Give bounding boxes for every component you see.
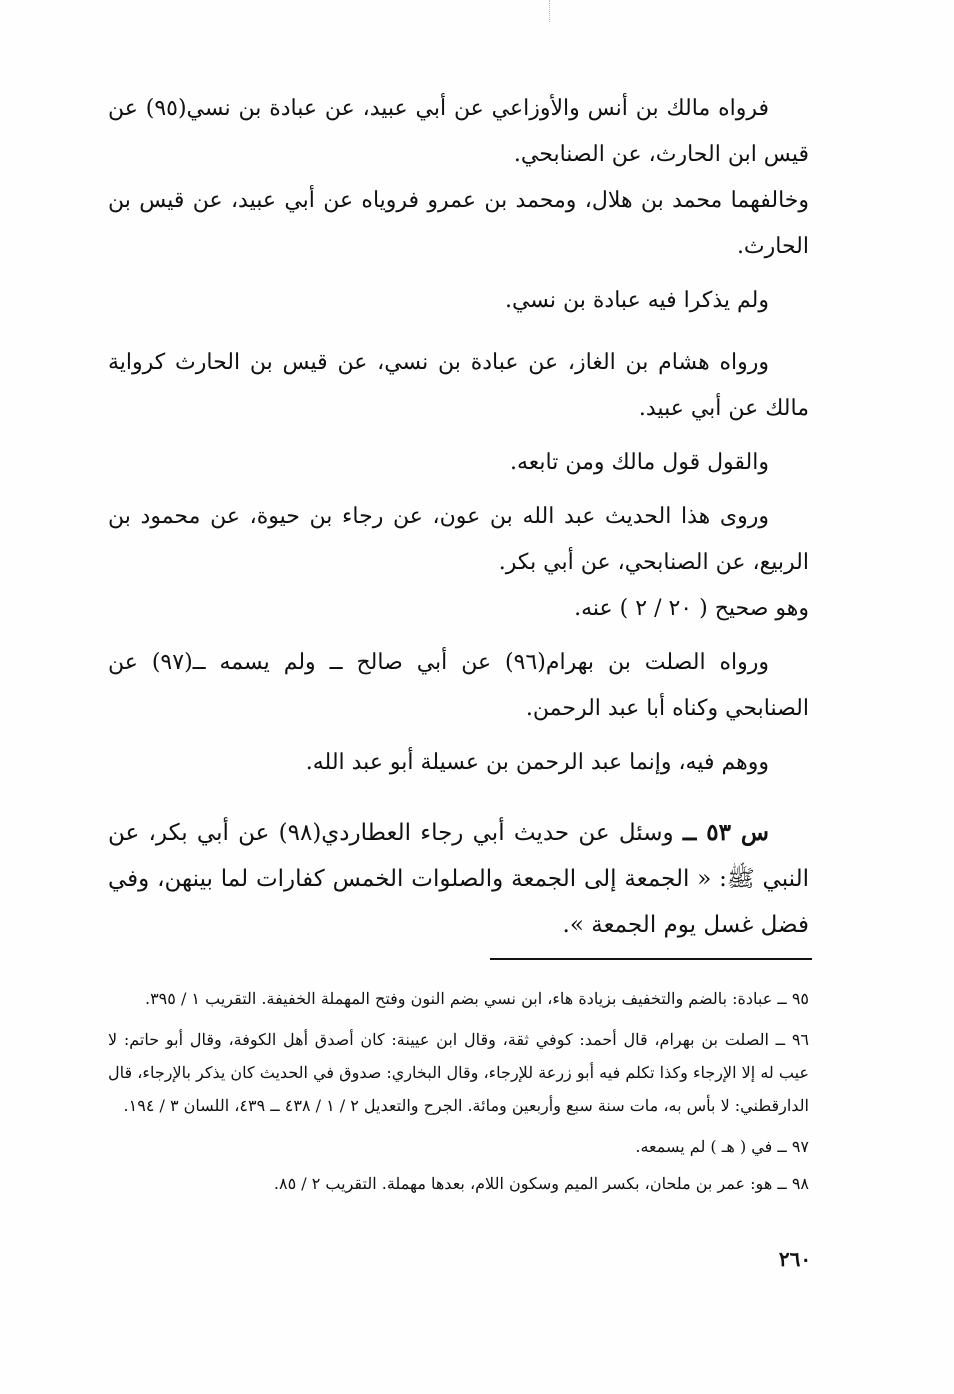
main-text — [108, 86, 809, 948]
paragraph: ووهم فيه، وإنما عبد الرحمن بن عسيلة أبو عبد الله. — [305, 750, 769, 775]
paragraph: وخالفهما محمد بن هلال، ومحمد بن عمرو فروياه عن أبي عبيد، عن قيس بن الحارث. — [108, 188, 809, 259]
paragraph: ولم يذكرا فيه عبادة بن نسي. — [504, 288, 769, 313]
footnote: ٩٥ ــ عبادة: بالضم والتخفيف بزيادة هاء، ابن نسي بضم النون وفتح المهملة الخفيفة. التقريب ١ / ٣٩٥. — [144, 989, 809, 1008]
paragraph: ورواه هشام بن الغاز، عن عبادة بن نسي، عن قيس بن الحارث كرواية مالك عن أبي عبيد. — [108, 350, 809, 421]
paragraph: ورواه الصلت بن بهرام(٩٦) عن أبي صالح ــ ولم يسمه ــ(٩٧) عن الصنابحي وكناه أبا عبد الرحمن. — [108, 650, 809, 721]
footnotes — [108, 982, 809, 1204]
page-number: ٢٦٠ — [778, 1247, 812, 1271]
footnote: ٩٨ ــ هو: عمر بن ملحان، بكسر الميم وسكون اللام، بعدها مهملة. التقريب ٢ / ٨٥. — [273, 1174, 809, 1193]
question-paragraph — [108, 810, 809, 948]
footnote: ٩٦ ــ الصلت بن بهرام، قال أحمد: كوفي ثقة، وقال ابن عيينة: كان أصدق أهل الكوفة، وقال أبو حاتم: لا عيب له إلا الإرجاء وكذا تكلم فيه أبو زرعة للإرجاء، وقال البخاري: صدوق في الحديث كان يذكر بالإرجاء، قال الدارقطني: لا بأس به، مات سنة سبع وأربعين ومائة. الجرح والتعديل ٢ / ١ / ٤٣٨ ــ ٤٣٩، اللسان ٣ / ١٩٤. — [108, 1030, 809, 1115]
footnote: ٩٧ ــ في ( هـ ) لم يسمعه. — [635, 1137, 809, 1156]
binding-mark — [549, 0, 551, 22]
footnote-separator — [490, 958, 812, 960]
paragraph: والقول قول مالك ومن تابعه. — [510, 450, 769, 475]
paragraph: وروى هذا الحديث عبد الله بن عون، عن رجاء بن حيوة، عن محمود بن الربيع، عن الصنابحي، عن أبي بكر. — [108, 504, 809, 575]
paragraph: وهو صحيح ( ٢٠ / ٢ ) عنه. — [574, 596, 809, 621]
paragraph: فرواه مالك بن أنس والأوزاعي عن أبي عبيد، عن عبادة بن نسي(٩٥) عن قيس ابن الحارث، عن الصنابحي. — [108, 96, 809, 167]
question-label: س ٥٣ ــ — [682, 819, 769, 846]
question-text: وسئل عن حديث أبي رجاء العطاردي(٩٨) عن أبي بكر، عن النبي ﷺ: « الجمعة إلى الجمعة والصلوات الخمس كفارات لما بينهن، وفي فضل غسل يوم الجمعة ». — [108, 820, 809, 938]
